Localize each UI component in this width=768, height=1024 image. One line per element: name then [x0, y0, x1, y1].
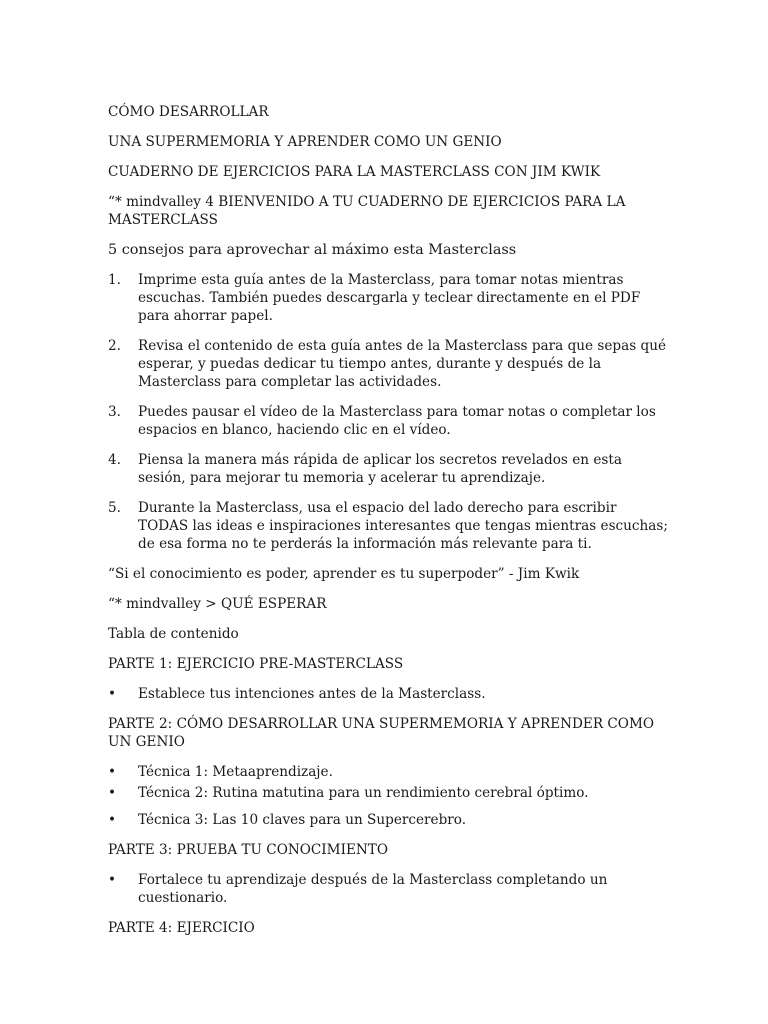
document-title-line-2: UNA SUPERMEMORIA Y APRENDER COMO UN GENIO [108, 134, 502, 150]
list-item [108, 871, 668, 907]
list-item-text: Técnica 2: Rutina matutina para un rendimiento cerebral óptimo. [138, 785, 589, 801]
list-item-text: Técnica 3: Las 10 claves para un Supercerebro. [138, 812, 467, 828]
what-to-expect-heading: “* mindvalley > QUÉ ESPERAR [108, 596, 327, 612]
bullet-icon: • [108, 686, 117, 702]
part-3-heading: PARTE 3: PRUEBA TU CONOCIMIENTO [108, 842, 388, 858]
part-2-list [108, 763, 668, 829]
list-item-text: Técnica 1: Metaaprendizaje. [138, 764, 333, 780]
document-title-line-3: CUADERNO DE EJERCICIOS PARA LA MASTERCLASS CON JIM KWIK [108, 164, 601, 180]
list-item [108, 403, 668, 439]
list-item [108, 784, 668, 802]
list-item-text: Imprime esta guía antes de la Masterclass, para tomar notas mientras escuchas. También puedes descargarla y teclear directamente en el PDF para ahorrar papel. [138, 272, 641, 324]
quote: “Si el conocimiento es poder, aprender es tu superpoder” - Jim Kwik [108, 566, 580, 582]
list-number: 2. [108, 338, 121, 354]
list-item [108, 499, 668, 553]
list-number: 4. [108, 452, 121, 468]
bullet-icon: • [108, 764, 117, 780]
list-number: 5. [108, 500, 121, 516]
part-2-heading: PARTE 2: CÓMO DESARROLLAR UNA SUPERMEMORIA Y APRENDER COMO UN GENIO [108, 716, 655, 750]
list-item-text: Puedes pausar el vídeo de la Masterclass para tomar notas o completar los espacios en blanco, haciendo clic en el vídeo. [138, 404, 656, 438]
bullet-icon: • [108, 785, 117, 801]
list-item [108, 811, 668, 829]
part-3-list [108, 871, 668, 907]
list-item [108, 763, 668, 781]
list-item-text: Durante la Masterclass, usa el espacio del lado derecho para escribir TODAS las ideas e inspiraciones interesantes que tengas mientras escuchas; de esa forma no te perderás la información más relevante para ti. [138, 500, 668, 552]
list-item-text: Revisa el contenido de esta guía antes de la Masterclass para que sepas qué esperar, y puedas dedicar tu tiempo antes, durante y después de la Masterclass para completar las actividades. [138, 338, 667, 390]
list-item [108, 451, 668, 487]
bullet-icon: • [108, 812, 117, 828]
list-item-text: Piensa la manera más rápida de aplicar los secretos revelados en esta sesión, para mejorar tu memoria y acelerar tu aprendizaje. [138, 452, 622, 486]
tips-heading: 5 consejos para aprovechar al máximo esta Masterclass [108, 242, 517, 258]
tips-list [108, 271, 668, 553]
list-item [108, 685, 668, 703]
document-page [108, 103, 668, 949]
list-item-text: Fortalece tu aprendizaje después de la Masterclass completando un cuestionario. [138, 872, 608, 906]
bullet-icon: • [108, 872, 117, 888]
list-number: 3. [108, 404, 121, 420]
toc-heading: Tabla de contenido [108, 626, 239, 642]
part-4-heading: PARTE 4: EJERCICIO [108, 920, 255, 936]
list-number: 1. [108, 272, 121, 288]
list-item [108, 337, 668, 391]
list-item [108, 271, 668, 325]
list-item-text: Establece tus intenciones antes de la Masterclass. [138, 686, 486, 702]
document-title-line-1: CÓMO DESARROLLAR [108, 104, 269, 120]
part-1-heading: PARTE 1: EJERCICIO PRE-MASTERCLASS [108, 656, 404, 672]
part-1-list [108, 685, 668, 703]
welcome-heading: “* mindvalley 4 BIENVENIDO A TU CUADERNO DE EJERCICIOS PARA LA MASTERCLASS [108, 194, 626, 228]
